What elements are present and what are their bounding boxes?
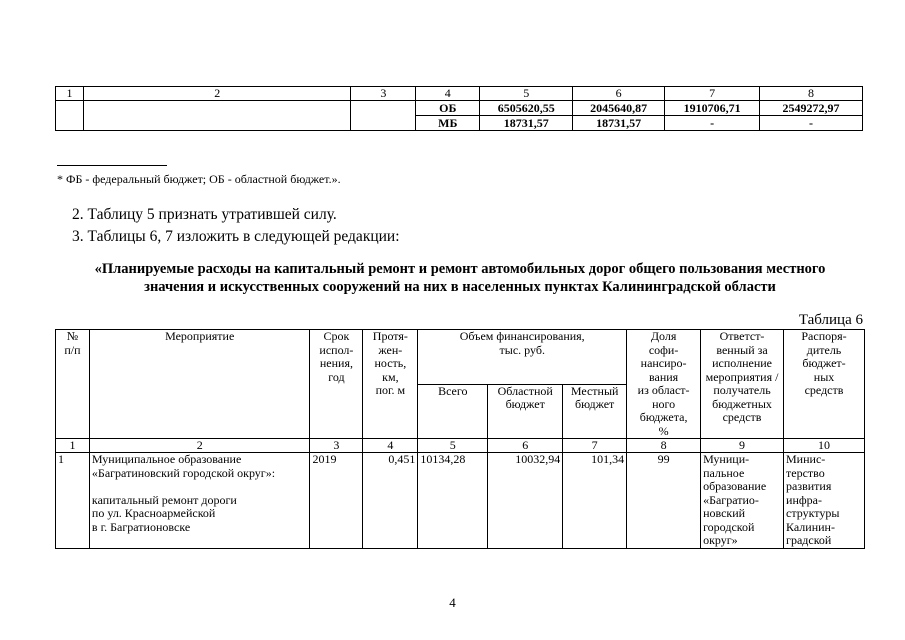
col-number: 2 xyxy=(89,439,310,453)
col-number: 5 xyxy=(480,87,573,101)
table-label: Таблица 6 xyxy=(798,312,863,328)
table-cell: 2549272,97 xyxy=(760,101,863,116)
table-cell: 18731,57 xyxy=(573,116,665,131)
col-number: 5 xyxy=(418,439,488,453)
col-number: 3 xyxy=(351,87,416,101)
col-number: 2 xyxy=(83,87,350,101)
footnote: * ФБ - федеральный бюджет; ОБ - областной бюджет.». xyxy=(57,172,341,186)
header-funding: Объем финансирования, тыс. руб. xyxy=(418,330,627,385)
table-cell: 18731,57 xyxy=(480,116,573,131)
footnote-divider xyxy=(57,165,167,166)
row-num: 1 xyxy=(56,453,90,549)
col-number: 1 xyxy=(56,439,90,453)
col-number: 3 xyxy=(310,439,363,453)
table-row xyxy=(56,453,865,549)
column-number-row xyxy=(56,439,865,453)
col-number: 7 xyxy=(563,439,627,453)
row-responsible: Муници- пальное образование «Багратио- новский городской округ» xyxy=(701,453,784,549)
header-event: Мероприятие xyxy=(89,330,310,439)
col-number: 8 xyxy=(760,87,863,101)
paragraph: 2. Таблицу 5 признать утратившей силу. xyxy=(72,206,337,223)
header-manager: Распоря- дитель бюджет- ных средств xyxy=(784,330,865,439)
table-cell: 6505620,55 xyxy=(480,101,573,116)
col-number: 1 xyxy=(56,87,84,101)
header-term: Срок испол- нения, год xyxy=(310,330,363,439)
row-event: Муниципальное образование «Багратиновский городской округ»: капитальный ремонт дороги по ул. Красноармейской в г. Багратионовске xyxy=(89,453,310,549)
header-regional: Областной бюджет xyxy=(488,384,563,439)
col-number: 10 xyxy=(784,439,865,453)
header-total: Всего xyxy=(418,384,488,439)
col-number: 4 xyxy=(416,87,480,101)
table-cell: - xyxy=(665,116,760,131)
column-number-row xyxy=(56,87,863,101)
table-cell: 2045640,87 xyxy=(573,101,665,116)
heading-line: «Планируемые расходы на капитальный ремонт и ремонт автомобильных дорог общего пользования местного xyxy=(94,261,826,277)
row-total: 10134,28 xyxy=(418,453,488,549)
heading-line: значения и искусственных сооружений на них в населенных пунктах Калининградской области xyxy=(144,279,776,295)
row-share: 99 xyxy=(627,453,701,549)
row-regional: 10032,94 xyxy=(488,453,563,549)
table-cell: 1910706,71 xyxy=(665,101,760,116)
row-local: 101,34 xyxy=(563,453,627,549)
header-length: Протя- жен- ность, км, пог. м xyxy=(363,330,418,439)
budget-label: МБ xyxy=(416,116,480,131)
col-number: 8 xyxy=(627,439,701,453)
col-number: 7 xyxy=(665,87,760,101)
paragraph: 3. Таблицы 6, 7 изложить в следующей редакции: xyxy=(72,228,400,245)
expenses-table xyxy=(55,329,865,549)
header-row xyxy=(56,330,865,385)
row-manager: Минис- терство развития инфра- структуры Калинин- градской xyxy=(784,453,865,549)
section-heading xyxy=(55,260,865,296)
header-local: Местный бюджет xyxy=(563,384,627,439)
row-length: 0,451 xyxy=(363,453,418,549)
col-number: 6 xyxy=(573,87,665,101)
header-responsible: Ответст- венный за исполнение мероприятия / получатель бюджетных средств xyxy=(701,330,784,439)
col-number: 6 xyxy=(488,439,563,453)
continued-table xyxy=(55,86,863,131)
table-cell: - xyxy=(760,116,863,131)
col-number: 4 xyxy=(363,439,418,453)
col-number: 9 xyxy=(701,439,784,453)
page-number: 4 xyxy=(449,595,456,610)
row-year: 2019 xyxy=(310,453,363,549)
header-num: № п/п xyxy=(56,330,90,439)
header-share: Доля софи- нансиро- вания из област- ного бюджета, % xyxy=(627,330,701,439)
table-row xyxy=(56,101,863,116)
budget-label: ОБ xyxy=(416,101,480,116)
